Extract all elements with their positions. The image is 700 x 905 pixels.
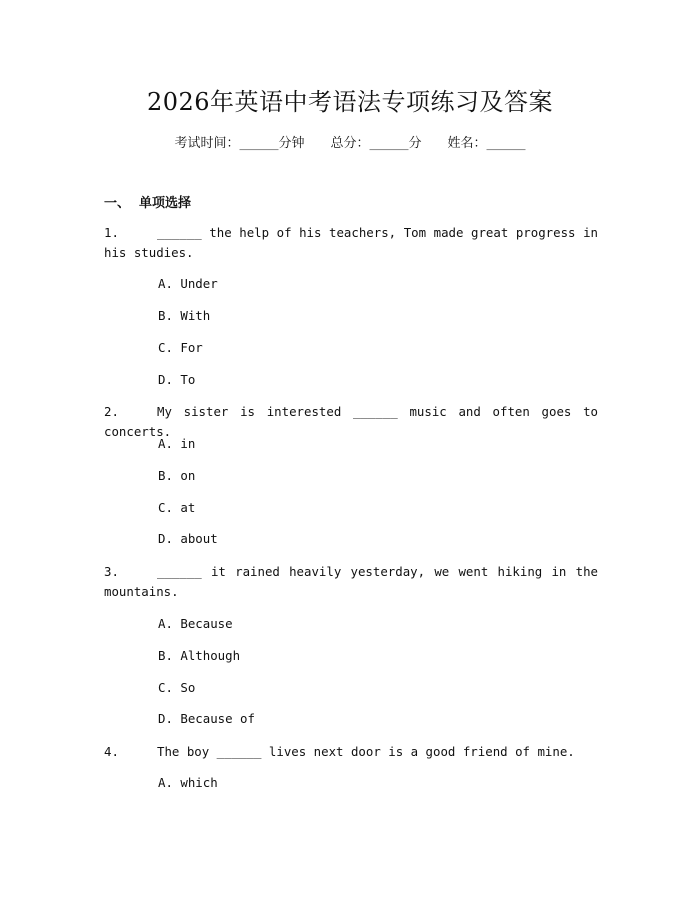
question-4 [104, 742, 598, 762]
option-1c: C. For [158, 340, 203, 355]
question-number: 2. [104, 404, 119, 419]
question-3 [104, 562, 598, 602]
option-2d: D. about [158, 531, 218, 546]
exam-time: 考试时间：______分钟 [174, 136, 305, 151]
question-text: ______ the help of his teachers, Tom made great progress in his studies. [104, 225, 598, 260]
student-name: 姓名：______ [447, 136, 526, 151]
option-3d: D. Because of [158, 711, 255, 726]
section-heading: 一、 单项选择 [104, 196, 192, 211]
question-text: ______ it rained heavily yesterday, we went hiking in the mountains. [104, 564, 598, 599]
page-title: 2026年英语中考语法专项练习及答案 [146, 88, 554, 116]
question-number: 3. [104, 564, 119, 579]
option-3a: A. Because [158, 616, 233, 631]
question-1 [104, 223, 598, 263]
total-score: 总分：______分 [330, 136, 422, 151]
option-1a: A. Under [158, 276, 218, 291]
option-2c: C. at [158, 500, 196, 515]
option-1b: B. With [158, 308, 211, 323]
question-number: 4. [104, 744, 119, 759]
option-2b: B. on [158, 468, 196, 483]
option-2a: A. in [158, 436, 196, 451]
option-1d: D. To [158, 372, 196, 387]
question-text: The boy ______ lives next door is a good friend of mine. [157, 744, 575, 759]
question-text: My sister is interested ______ music and often goes to concerts. [104, 404, 598, 439]
option-3b: B. Although [158, 648, 241, 663]
question-number: 1. [104, 225, 119, 240]
exam-info-line [0, 132, 700, 151]
option-3c: C. So [158, 680, 196, 695]
option-4a: A. which [158, 775, 218, 790]
